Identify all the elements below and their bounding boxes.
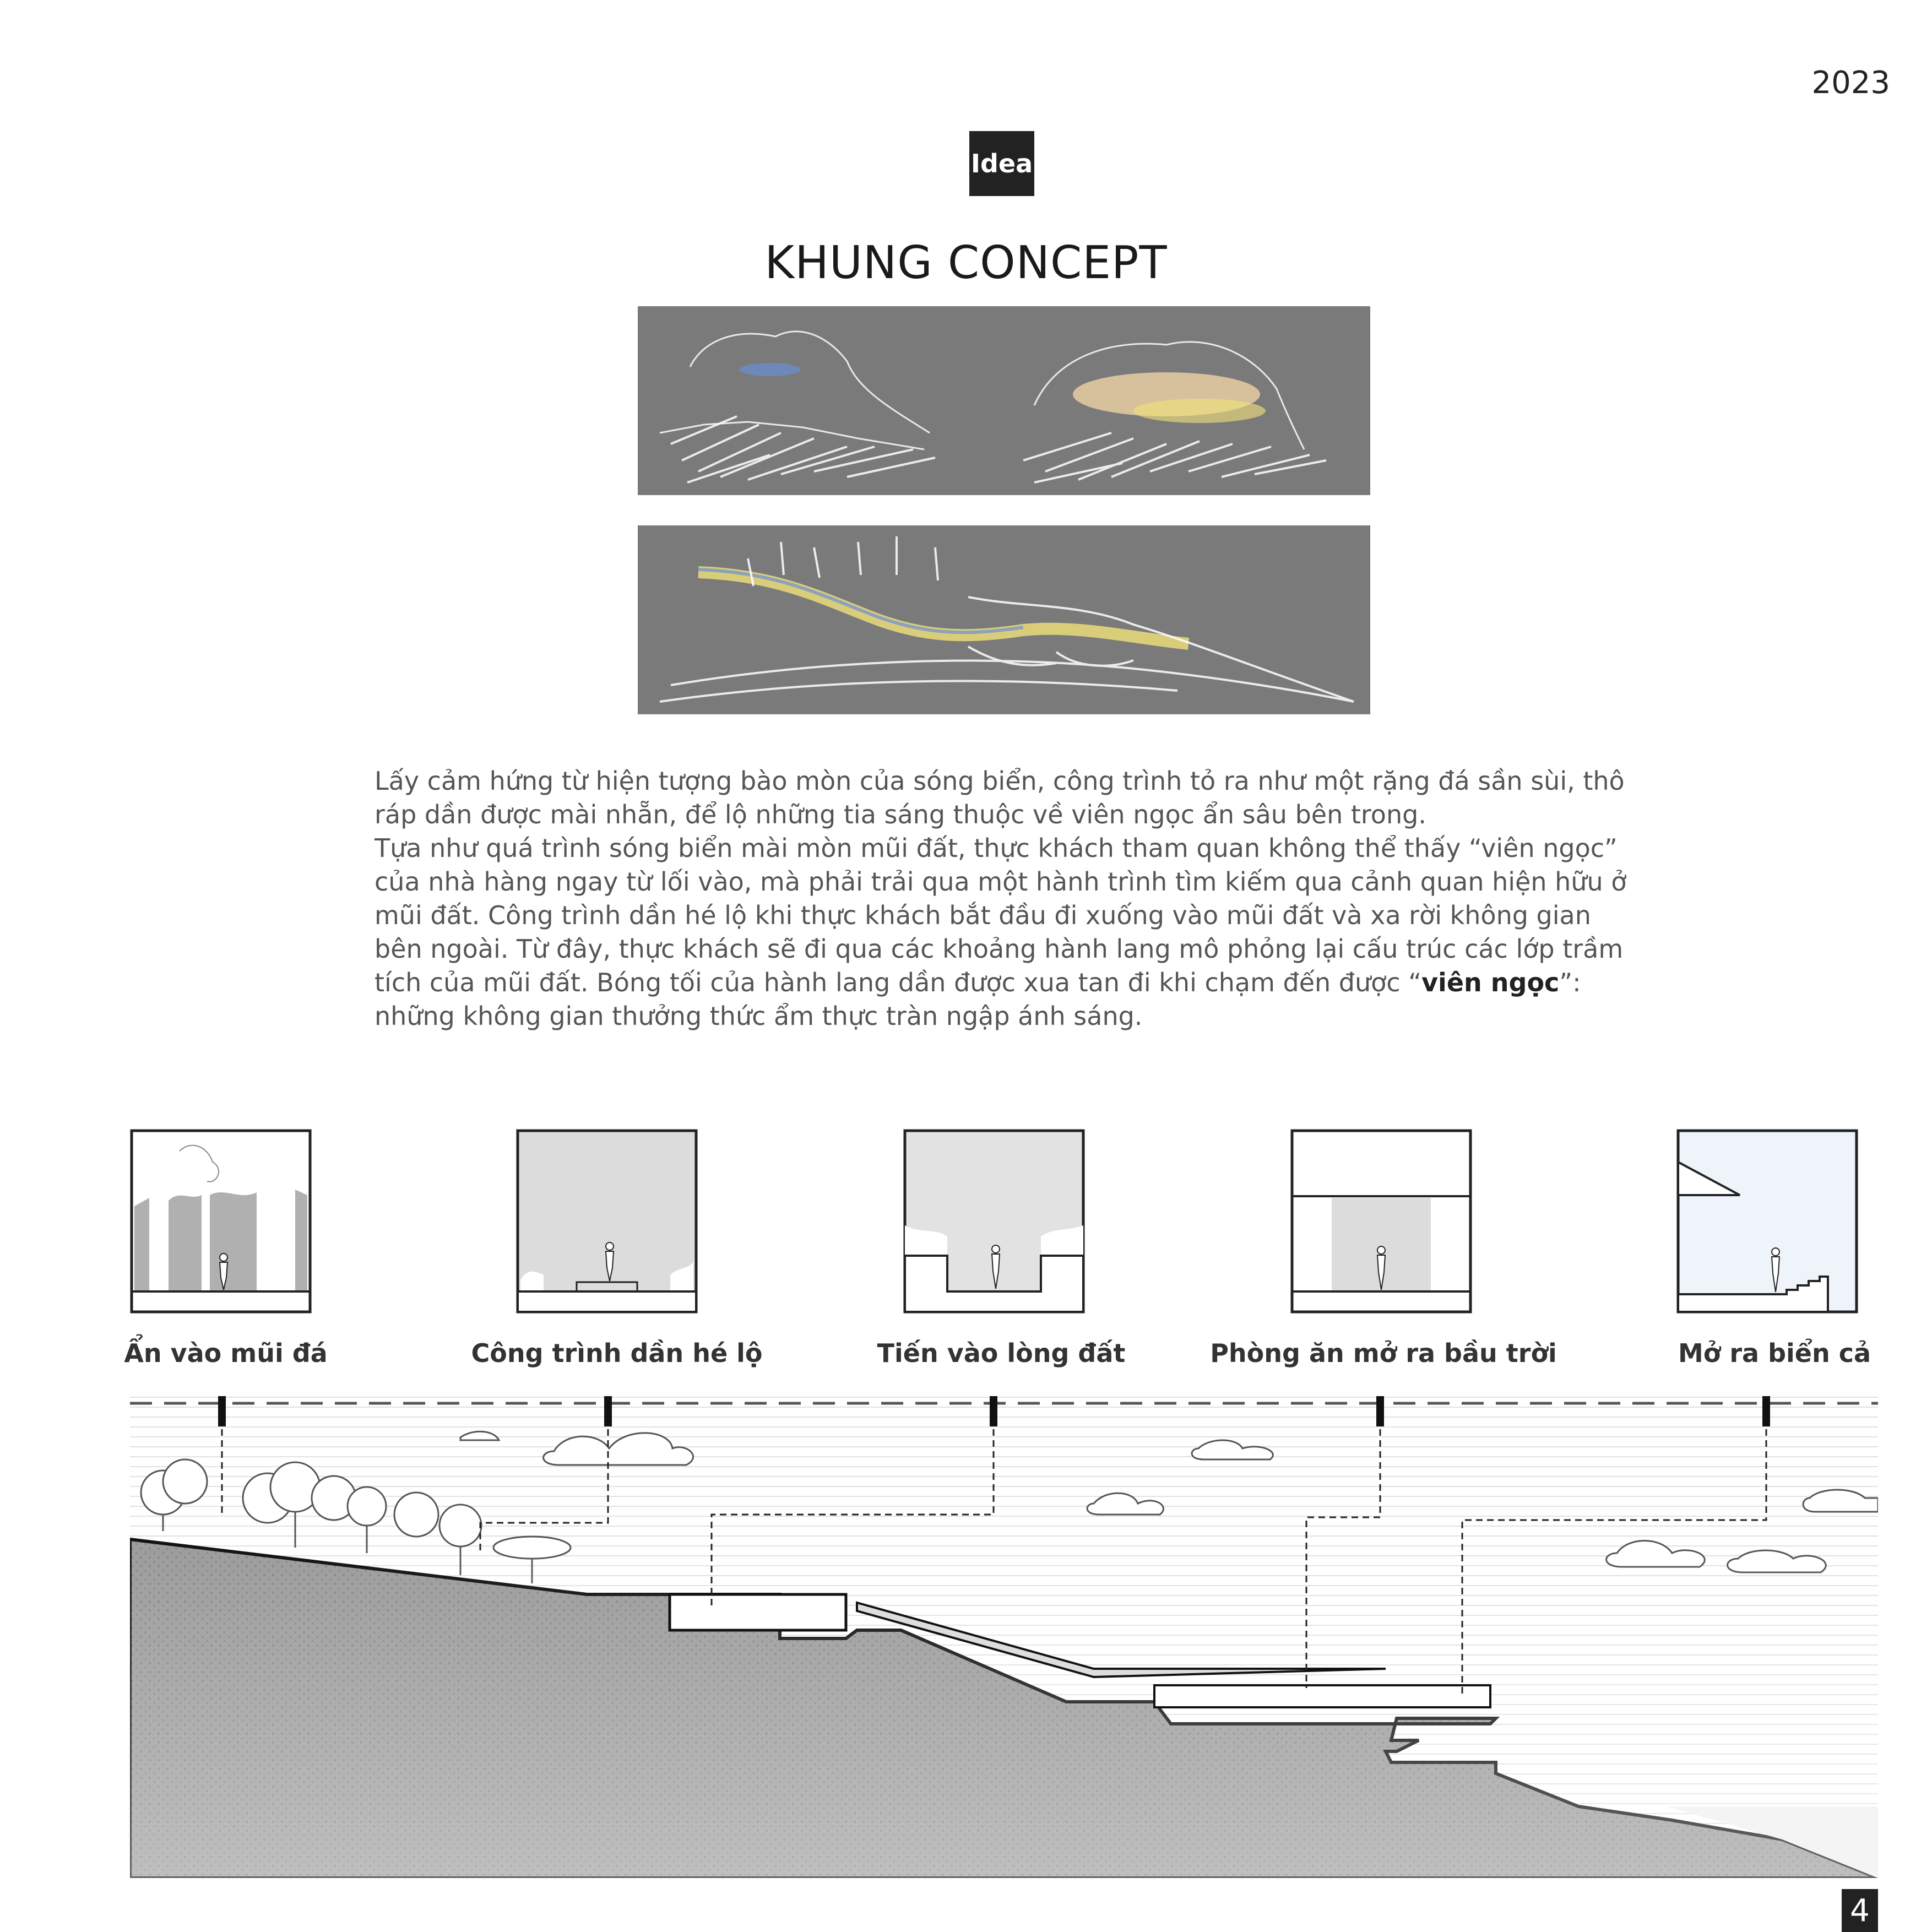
concept-sketch-rocks	[638, 306, 1370, 495]
idea-tag: Idea	[969, 131, 1034, 196]
emphasis-vien-ngoc: viên ngọc	[1421, 968, 1560, 997]
concept-description: Lấy cảm hứng từ hiện tượng bào mòn của sóng biển, công trình tỏ ra như một rặng đá sần sùi, thô ráp dần được mài nhẵn, để lộ những tia sáng thuộc về viên ngọc ẩn sâu bên trong. Tựa như quá trình sóng biển mài mòn mũi đất, thực khách tham quan không thể thấy “viên ngọc” của nhà hàng ngay từ lối vào, mà phải trải qua một hành trình tìm kiếm qua cảnh quan hiện hữu ở mũi đất. Công trình dần hé lộ khi thực khách bắt đầu đi xuống vào mũi đất và xa rời không gian bên ngoài. Từ đây, thực khách sẽ đi qua các khoảng hành lang mô phỏng lại cấu trúc các lớp trầm tích của mũi đất. Bóng tối của hành lang dần được xua tan đi khi chạm đến được “viên ngọc”: những không gian thưởng thức ẩm thực tràn ngập ánh sáng.	[375, 766, 1627, 1031]
site-section-diagram	[130, 1388, 1878, 1878]
stage-2-label: Công trình dần hé lộ	[471, 1338, 763, 1368]
stage-5-diagram	[1676, 1129, 1858, 1314]
page-number: 4	[1842, 1889, 1878, 1932]
stage-1-label: Ẩn vào mũi đá	[124, 1338, 328, 1368]
stage-4-diagram	[1290, 1129, 1472, 1314]
page-title: KHUNG CONCEPT	[764, 237, 1168, 289]
stage-3-diagram	[903, 1129, 1085, 1314]
stage-4-label: Phòng ăn mở ra bầu trời	[1210, 1338, 1557, 1368]
restaurant-volume	[670, 1594, 846, 1630]
year-label: 2023	[1811, 65, 1890, 101]
stage-2-diagram	[516, 1129, 698, 1314]
stage-3-label: Tiến vào lòng đất	[877, 1338, 1126, 1368]
stage-1-diagram	[130, 1129, 312, 1314]
stage-5-label: Mở ra biển cả	[1678, 1338, 1871, 1368]
concept-sketch-path	[638, 525, 1370, 714]
